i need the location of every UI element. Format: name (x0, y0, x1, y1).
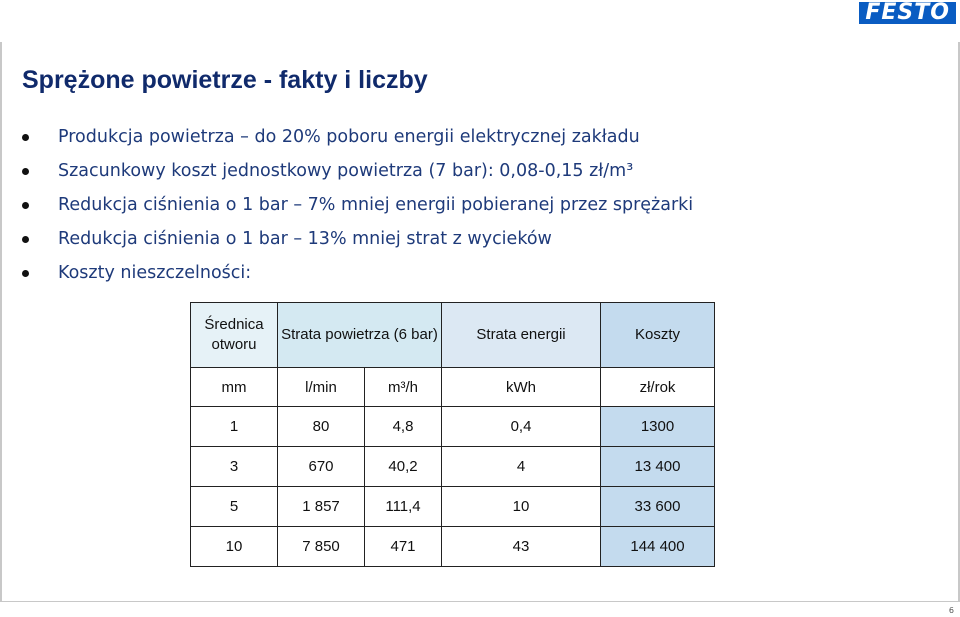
table-cell: 0,4 (442, 407, 601, 447)
header-energy-loss: Strata energii (442, 303, 601, 368)
header-cost: Koszty (601, 303, 715, 368)
bullet-dot-icon (22, 236, 29, 243)
frame-bottom-border (0, 601, 960, 602)
unit-cell: zł/rok (601, 368, 715, 407)
table-cell: 670 (278, 447, 365, 487)
table-row (191, 487, 715, 527)
table-cell: 33 600 (601, 487, 715, 527)
table-cell: 144 400 (601, 527, 715, 567)
leak-cost-table (190, 302, 715, 567)
table-cell: 3 (191, 447, 278, 487)
bullet-dot-icon (22, 134, 29, 141)
table-row (191, 527, 715, 567)
bullet-item (22, 120, 693, 154)
bullet-list (22, 120, 693, 290)
unit-cell: kWh (442, 368, 601, 407)
bullet-text: Redukcja ciśnienia o 1 bar – 7% mniej energii pobieranej przez sprężarki (58, 195, 694, 215)
table-row (191, 407, 715, 447)
bullet-item (22, 188, 693, 222)
unit-cell: mm (191, 368, 278, 407)
table-cell: 80 (278, 407, 365, 447)
bullet-item (22, 154, 693, 188)
table-cell: 13 400 (601, 447, 715, 487)
table-cell: 10 (191, 527, 278, 567)
header-diameter: Średnica otworu (191, 303, 278, 368)
bullet-text: Produkcja powietrza – do 20% poboru energii elektrycznej zakładu (58, 127, 640, 147)
table-cell: 4 (442, 447, 601, 487)
table-cell: 5 (191, 487, 278, 527)
table-cell: 1 (191, 407, 278, 447)
bullet-dot-icon (22, 168, 29, 175)
table-cell: 7 850 (278, 527, 365, 567)
bullet-dot-icon (22, 270, 29, 277)
table-units-row (191, 368, 715, 407)
table-cell: 40,2 (365, 447, 442, 487)
table-cell: 10 (442, 487, 601, 527)
table-row (191, 447, 715, 487)
table-cell: 111,4 (365, 487, 442, 527)
page-title: Sprężone powietrze - fakty i liczby (22, 66, 428, 94)
bullet-text: Szacunkowy koszt jednostkowy powietrza (7 bar): 0,08-0,15 zł/m³ (58, 161, 634, 181)
table-cell: 43 (442, 527, 601, 567)
table-cell: 1300 (601, 407, 715, 447)
frame-left-border (0, 42, 2, 602)
bullet-dot-icon (22, 202, 29, 209)
unit-cell: l/min (278, 368, 365, 407)
unit-cell: m³/h (365, 368, 442, 407)
bullet-item (22, 256, 693, 290)
bullet-text: Redukcja ciśnienia o 1 bar – 13% mniej strat z wycieków (58, 229, 552, 249)
bullet-text: Koszty nieszczelności: (58, 263, 252, 283)
table-cell: 471 (365, 527, 442, 567)
table-header-row (191, 303, 715, 368)
table-cell: 1 857 (278, 487, 365, 527)
festo-logo: FESTO (859, 2, 956, 24)
bullet-item (22, 222, 693, 256)
page-number: 6 (948, 606, 954, 615)
header-air-loss: Strata powietrza (6 bar) (278, 303, 442, 368)
table-cell: 4,8 (365, 407, 442, 447)
